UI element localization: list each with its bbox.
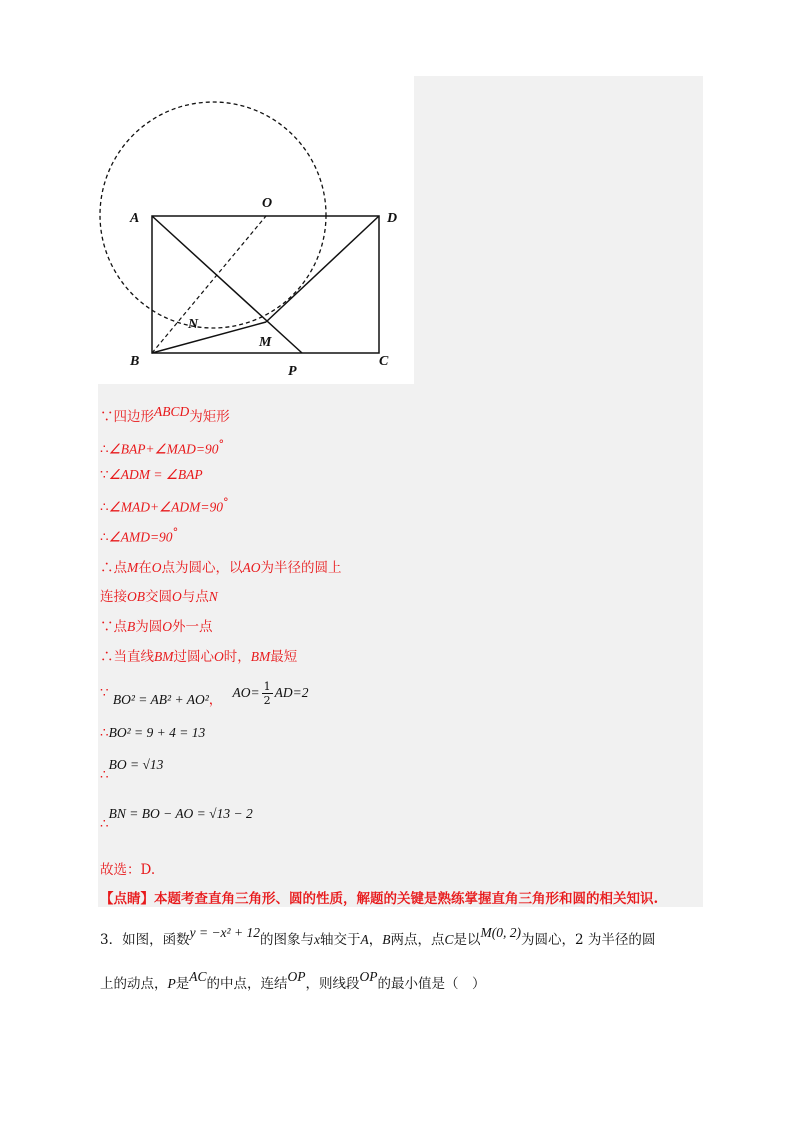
therefore-symbol: ∴	[100, 649, 114, 665]
math-expr: AD=2	[274, 685, 309, 700]
math-var: O	[172, 589, 182, 604]
text: 的图象与	[259, 932, 314, 948]
fraction-numerator: 1	[263, 680, 271, 693]
text: ，则线段	[305, 976, 360, 992]
text: 连接	[100, 589, 127, 605]
solution-line-11	[100, 725, 205, 741]
math-var: M	[127, 560, 139, 575]
label-p: P	[288, 364, 297, 379]
because-symbol: ∵	[100, 685, 109, 701]
math-expr: ∠ADM = ∠BAP	[108, 467, 203, 482]
text: 为矩形	[189, 409, 230, 425]
solution-line-3	[100, 467, 203, 483]
text: 为半径的圆上	[260, 560, 342, 576]
text: 两点，点	[390, 932, 445, 948]
question-line-1	[100, 925, 656, 948]
rectangle-abcd	[152, 216, 379, 353]
label-b: B	[130, 354, 140, 369]
segment-bo	[152, 216, 266, 353]
math-var: BM	[250, 649, 271, 664]
label-m: M	[259, 335, 272, 350]
fraction-denominator: 2	[263, 694, 271, 707]
math-var: N	[208, 589, 218, 604]
degree-sign: °	[218, 438, 225, 451]
answer-line: 故选：D.	[100, 862, 156, 878]
math-var: A	[360, 932, 369, 947]
solution-line-12	[100, 757, 164, 783]
therefore-symbol: ∴	[100, 560, 114, 576]
degree-sign: °	[223, 496, 229, 509]
solution-line-8	[100, 615, 213, 635]
therefore-symbol: ∴	[100, 725, 109, 741]
solution-line-9	[100, 645, 297, 665]
math-var: O	[162, 619, 172, 634]
because-symbol: ∵	[100, 467, 109, 483]
separator: ，	[208, 692, 223, 708]
math-expr: BO = √13	[108, 757, 164, 772]
label-a: A	[130, 211, 140, 226]
because-symbol: ∵	[100, 409, 114, 425]
text: ，	[368, 932, 383, 948]
text: 是	[175, 976, 190, 992]
text: 是以	[453, 932, 481, 948]
text: 在	[138, 560, 152, 576]
text: 的中点，连结	[206, 976, 288, 992]
math-expr: y = −x² + 12	[189, 925, 260, 940]
label-c: C	[379, 354, 389, 369]
question-line-2	[100, 969, 486, 992]
math-expr: ∠MAD+∠ADM=90	[108, 499, 224, 515]
solution-line-5	[100, 526, 178, 546]
math-var: BM	[154, 649, 174, 664]
text: 3．如图，函数	[100, 932, 190, 948]
math-expr: OP	[359, 969, 378, 984]
math-var: O	[151, 560, 162, 575]
label-d: D	[387, 211, 398, 226]
text: 外一点	[172, 619, 213, 635]
solution-line-6	[100, 556, 342, 576]
segment-bm	[152, 322, 266, 353]
math-expr: BO² = AB² + AO²	[112, 692, 209, 707]
text: 点	[113, 560, 127, 576]
math-expr: BN = BO − AO = √13 − 2	[108, 806, 253, 821]
text: 的最小值是（ ）	[377, 976, 486, 992]
text: 交圆	[145, 589, 172, 605]
text: 当直线	[113, 649, 154, 665]
math-expr: BO² = 9 + 4 = 13	[108, 725, 206, 740]
text: 点	[113, 619, 127, 635]
math-var: OB	[127, 589, 145, 604]
text: 轴交于	[319, 932, 361, 948]
text: 上的动点，	[100, 976, 168, 992]
math-expr: ∠BAP+∠MAD=90	[108, 441, 219, 457]
math-expr: M(0, 2)	[480, 925, 521, 940]
text: 为圆心，2 为半径的圆	[520, 932, 656, 948]
solution-line-10	[100, 680, 309, 707]
segment-dm	[266, 216, 379, 322]
label-o: O	[262, 196, 273, 211]
therefore-symbol: ∴	[100, 816, 109, 832]
degree-sign: °	[172, 526, 179, 539]
therefore-symbol: ∴	[100, 767, 109, 783]
solution-line-4	[100, 496, 229, 516]
math-expr: ∠AMD=90	[108, 529, 173, 545]
because-symbol: ∵	[100, 619, 114, 635]
solution-line-1	[100, 405, 230, 425]
text: 点为圆心，以	[161, 560, 243, 576]
math-var: B	[127, 619, 136, 634]
text: 与点	[181, 589, 209, 605]
text: 为圆	[135, 619, 163, 635]
math-var: P	[167, 976, 176, 991]
math-var: AO	[242, 560, 261, 575]
math-var: C	[444, 932, 454, 947]
therefore-symbol: ∴	[100, 499, 109, 516]
label-n: N	[188, 317, 199, 332]
text: 过圆心	[173, 649, 214, 665]
geometry-diagram	[98, 76, 414, 384]
therefore-symbol: ∴	[100, 441, 109, 458]
comment-line: 【点睛】本题考查直角三角形、圆的性质，解题的关键是熟练掌握直角三角形和圆的相关知识.	[100, 891, 659, 907]
math-var: x	[313, 932, 320, 947]
solution-line-2	[100, 438, 224, 458]
geometry-figure	[98, 76, 414, 384]
therefore-symbol: ∴	[100, 529, 109, 546]
math-var: O	[214, 649, 224, 664]
text: 四边形	[113, 409, 154, 425]
fraction-half	[262, 680, 273, 707]
math-expr: OP	[287, 969, 306, 984]
text: 时，	[223, 649, 251, 665]
text: 最短	[270, 649, 298, 665]
solution-line-7	[100, 585, 218, 605]
solution-line-13	[100, 806, 253, 832]
math-expr: AO=	[232, 685, 260, 700]
math-var: B	[382, 932, 391, 947]
math-expr: ABCD	[154, 404, 190, 419]
math-expr: AC	[189, 969, 207, 984]
